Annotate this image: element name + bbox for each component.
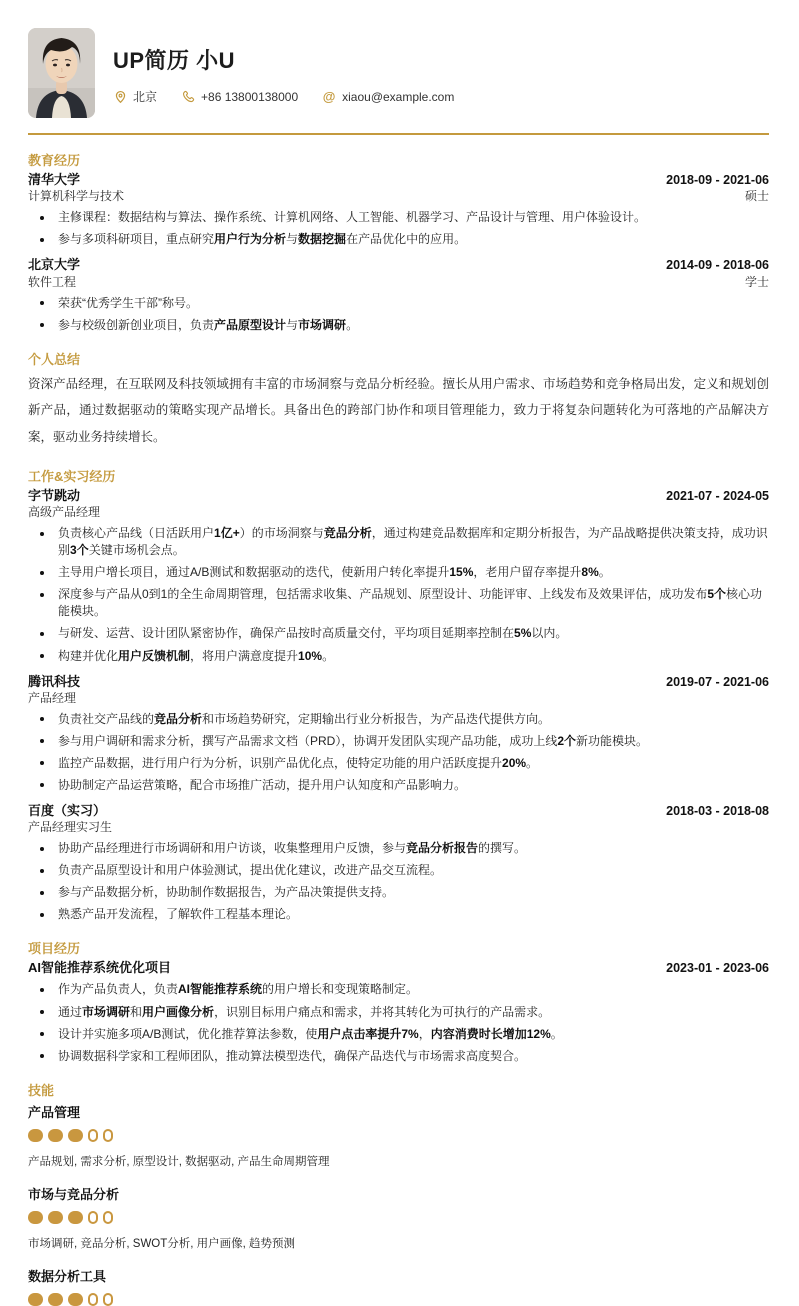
resume-section xyxy=(28,470,769,923)
contact-location-text: 北京 xyxy=(133,90,158,104)
bold-text: 用户行为分析 xyxy=(214,232,287,247)
skill-name: 市场与竞品分析 xyxy=(28,1186,120,1202)
bullet-item xyxy=(28,777,769,794)
bold-text: 用户反馈机制 xyxy=(118,648,191,663)
skill-dots xyxy=(28,1129,769,1142)
bullet-text: 负责社交产品线的竞品分析和市场趋势研究，定期输出行业分析报告，为产品迭代提供方向。 xyxy=(58,711,551,726)
entry-title: 清华大学 xyxy=(28,171,81,187)
resume-section xyxy=(28,154,769,334)
skill-dot-empty xyxy=(103,1129,113,1142)
bold-text: 产品原型设计 xyxy=(214,317,287,332)
skill-dot-filled xyxy=(28,1293,43,1306)
bullet-text: 负责产品原型设计和用户体验测试，提出优化建议，改进产品交互流程。 xyxy=(58,863,443,878)
skill-dots xyxy=(28,1211,769,1224)
entry-subtitle-row xyxy=(28,691,769,706)
bullet-item xyxy=(28,317,769,334)
entry-date: 2018-09 - 2021-06 xyxy=(666,172,769,187)
resume-entry xyxy=(28,172,769,248)
skill-dot-filled xyxy=(68,1129,83,1142)
bold-text: 内容消费时长增加12% xyxy=(430,1026,551,1041)
entry-head xyxy=(28,674,769,690)
entry-date: 2019-07 - 2021-06 xyxy=(666,674,769,689)
bullet-text: 荣获“优秀学生干部”称号。 xyxy=(58,295,198,310)
bold-text: 5个 xyxy=(707,587,727,602)
resume-entry xyxy=(28,960,769,1064)
contact-phone xyxy=(181,90,298,104)
bullet-item xyxy=(28,862,769,879)
bullet-item xyxy=(28,209,769,226)
entry-head xyxy=(28,488,769,504)
contact-location xyxy=(113,88,157,105)
skill-dot-empty xyxy=(103,1293,113,1306)
entry-head xyxy=(28,172,769,188)
bold-text: 市场调研 xyxy=(82,1004,131,1019)
bullet-text: 协调数据科学家和工程师团队，推动算法模型迭代，确保产品迭代与市场需求高度契合。 xyxy=(58,1048,527,1063)
skill-name: 产品管理 xyxy=(28,1104,81,1120)
section-body xyxy=(28,1102,769,1306)
resume-section xyxy=(28,942,769,1064)
section-body xyxy=(28,371,769,452)
skill-dots xyxy=(28,1293,769,1306)
bullet-item xyxy=(28,564,769,581)
skill-dot-empty xyxy=(88,1211,98,1224)
bold-text: 15% xyxy=(449,565,474,580)
section-title: 项目经历 xyxy=(28,941,81,957)
resume-entry xyxy=(28,803,769,923)
bullet-item xyxy=(28,1048,769,1065)
resume-entry xyxy=(28,674,769,794)
bullet-item xyxy=(28,525,769,559)
bullet-list xyxy=(28,525,769,664)
phone-icon xyxy=(181,90,195,104)
entry-head xyxy=(28,803,769,819)
bullet-text: 协助产品经理进行市场调研和用户访谈，收集整理用户反馈，参与竞品分析报告的撰写。 xyxy=(58,841,527,856)
skill-desc: 产品规划, 需求分析, 原型设计, 数据驱动, 产品生命周期管理 xyxy=(28,1155,330,1168)
bullet-item xyxy=(28,625,769,642)
profile-photo-illustration xyxy=(28,28,95,118)
bullet-text: 主导用户增长项目，通过A/B测试和数据驱动的迭代，使新用户转化率提升15%，老用户留存率提升8%。 xyxy=(58,565,611,580)
skill-desc: 市场调研, 竞品分析, SWOT分析, 用户画像, 趋势预测 xyxy=(28,1237,296,1250)
section-body xyxy=(28,960,769,1064)
resume-header xyxy=(28,28,769,118)
bullet-text: 主修课程：数据结构与算法、操作系统、计算机网络、人工智能、机器学习、产品设计与管理、用户体验设计。 xyxy=(58,210,647,225)
bold-text: 市场调研 xyxy=(298,317,347,332)
bullet-text: 参与产品数据分析，协助制作数据报告，为产品决策提供支持。 xyxy=(58,885,395,900)
bold-text: 2个 xyxy=(557,733,577,748)
resume-section xyxy=(28,1084,769,1306)
bullet-item xyxy=(28,231,769,248)
entry-date: 2023-01 - 2023-06 xyxy=(666,961,769,976)
contact-email xyxy=(322,90,454,104)
entry-degree: 硕士 xyxy=(744,189,769,204)
skill-dot-filled xyxy=(48,1211,63,1224)
entry-head xyxy=(28,960,769,976)
entry-title: 北京大学 xyxy=(28,257,81,273)
skill-dot-empty xyxy=(88,1129,98,1142)
profile-photo xyxy=(28,28,95,118)
entry-subtitle-row xyxy=(28,505,769,520)
skill-dot-filled xyxy=(68,1211,83,1224)
bullet-text: 参与多项科研项目，重点研究用户行为分析与数据挖掘在产品优化中的应用。 xyxy=(58,232,467,247)
bullet-item xyxy=(28,586,769,620)
skill-item xyxy=(28,1184,769,1251)
bullet-list xyxy=(28,711,769,794)
entry-title: AI智能推荐系统优化项目 xyxy=(28,960,172,976)
skill-dot-filled xyxy=(28,1211,43,1224)
bold-text: 竞品分析 xyxy=(323,526,372,541)
bullet-text: 监控产品数据，进行用户行为分析，识别产品优化点，使特定功能的用户活跃度提升20%。 xyxy=(58,755,539,770)
bold-text: 3个 xyxy=(70,543,89,558)
section-body xyxy=(28,488,769,923)
bold-text: 5% xyxy=(514,626,532,641)
skill-dot-filled xyxy=(48,1129,63,1142)
resume-body xyxy=(28,154,769,1306)
entry-subtitle: 计算机科学与技术 xyxy=(28,189,125,204)
bold-text: 数据挖掘 xyxy=(298,232,347,247)
bold-text: 用户点击率提升7% xyxy=(317,1026,419,1041)
section-title: 工作&实习经历 xyxy=(28,469,116,485)
bullet-text: 深度参与产品从0到1的全生命周期管理，包括需求收集、产品规划、原型设计、功能评审、上线发布及效果评估，成功发布5个核心功能模块。 xyxy=(58,587,763,619)
entry-degree: 学士 xyxy=(744,274,769,289)
skill-dot-empty xyxy=(103,1211,113,1224)
location-icon xyxy=(113,90,127,104)
contact-email-text: xiaou@example.com xyxy=(342,89,455,104)
entry-subtitle-row xyxy=(28,275,769,290)
contact-row xyxy=(113,88,454,105)
bullet-item xyxy=(28,1026,769,1043)
entry-head xyxy=(28,257,769,273)
email-icon: @ xyxy=(322,89,336,104)
bullet-text: 熟悉产品开发流程，了解软件工程基本理论。 xyxy=(58,907,299,922)
bullet-list xyxy=(28,840,769,923)
bullet-list xyxy=(28,209,769,248)
entry-title: 字节跳动 xyxy=(28,488,81,504)
bold-text: 10% xyxy=(298,648,323,663)
skill-dot-empty xyxy=(88,1293,98,1306)
bold-text: 8% xyxy=(581,565,599,580)
header-divider xyxy=(28,133,769,135)
bullet-item xyxy=(28,711,769,728)
bullet-item xyxy=(28,906,769,923)
entry-date: 2018-03 - 2018-08 xyxy=(666,803,769,818)
resume-entry xyxy=(28,488,769,664)
skill-item xyxy=(28,1266,769,1306)
bullet-text: 协助制定产品运营策略，配合市场推广活动，提升用户认知度和产品影响力。 xyxy=(58,777,467,792)
contact-phone-text: +86 13800138000 xyxy=(201,89,299,104)
section-title: 技能 xyxy=(28,1082,55,1098)
entry-subtitle-row xyxy=(28,189,769,204)
bullet-text: 设计并实施多项A/B测试，优化推荐算法参数，使用户点击率提升7%，内容消费时长增加12%。 xyxy=(58,1026,563,1041)
bullet-text: 参与校级创新创业项目，负责产品原型设计与市场调研。 xyxy=(58,317,359,332)
bold-text: 1亿+ xyxy=(214,526,240,541)
bullet-item xyxy=(28,981,769,998)
person-name: UP简历 小U xyxy=(113,48,236,73)
bullet-item xyxy=(28,648,769,665)
bullet-text: 与研发、运营、设计团队紧密协作，确保产品按时高质量交付，平均项目延期率控制在5%以内。 xyxy=(58,626,568,641)
section-title: 个人总结 xyxy=(28,351,81,367)
bullet-item xyxy=(28,1004,769,1021)
bold-text: 竞品分析报告 xyxy=(406,841,479,856)
resume-section xyxy=(28,353,769,452)
bold-text: 用户画像分析 xyxy=(142,1004,215,1019)
section-title: 教育经历 xyxy=(28,153,81,168)
header-info xyxy=(113,28,454,105)
bullet-item xyxy=(28,884,769,901)
skill-item xyxy=(28,1102,769,1169)
bullet-item xyxy=(28,840,769,857)
bullet-text: 参与用户调研和需求分析，撰写产品需求文档（PRD），协调开发团队实现产品功能，成功上线2个新功能模块。 xyxy=(58,733,649,748)
entry-title: 百度（实习） xyxy=(28,802,107,818)
bold-text: AI智能推荐系统 xyxy=(178,982,263,997)
bullet-item xyxy=(28,755,769,772)
section-body xyxy=(28,172,769,334)
resume-entry xyxy=(28,257,769,333)
bullet-list xyxy=(28,981,769,1064)
bullet-text: 构建并优化用户反馈机制，将用户满意度提升10%。 xyxy=(58,648,335,663)
bullet-list xyxy=(28,295,769,334)
bold-text: 20% xyxy=(502,755,527,770)
entry-subtitle: 软件工程 xyxy=(28,274,77,289)
entry-subtitle: 产品经理实习生 xyxy=(28,820,113,835)
summary-paragraph: 资深产品经理，在互联网及科技领域拥有丰富的市场洞察与竞品分析经验。擅长从用户需求、市场趋势和竞争格局出发，定义和规划创新产品，通过数据驱动的策略实现产品增长。具备出色的跨部门协作和项目管理能力，致力于将复杂问题转化为可落地的产品解决方案，驱动业务持续增长。 xyxy=(28,376,769,445)
bullet-item xyxy=(28,733,769,750)
bullet-text: 通过市场调研和用户画像分析，识别目标用户痛点和需求，并将其转化为可执行的产品需求。 xyxy=(58,1004,551,1019)
entry-subtitle: 高级产品经理 xyxy=(28,505,101,520)
bullet-text: 负责核心产品线（日活跃用户1亿+）的市场洞察与竞品分析，通过构建竞品数据库和定期分析报告，为产品战略提供决策支持，成功识别3个关键市场机会点。 xyxy=(58,526,768,558)
skill-dot-filled xyxy=(28,1129,43,1142)
entry-date: 2021-07 - 2024-05 xyxy=(666,489,769,504)
bullet-text: 作为产品负责人，负责AI智能推荐系统的用户增长和变现策略制定。 xyxy=(58,982,419,997)
entry-subtitle-row xyxy=(28,820,769,835)
entry-subtitle: 产品经理 xyxy=(28,690,77,705)
skill-dot-filled xyxy=(68,1293,83,1306)
bullet-item xyxy=(28,295,769,312)
entry-title: 腾讯科技 xyxy=(28,673,81,689)
bold-text: 竞品分析 xyxy=(154,711,203,726)
skill-dot-filled xyxy=(48,1293,63,1306)
entry-date: 2014-09 - 2018-06 xyxy=(666,258,769,273)
skill-name: 数据分析工具 xyxy=(28,1268,107,1284)
